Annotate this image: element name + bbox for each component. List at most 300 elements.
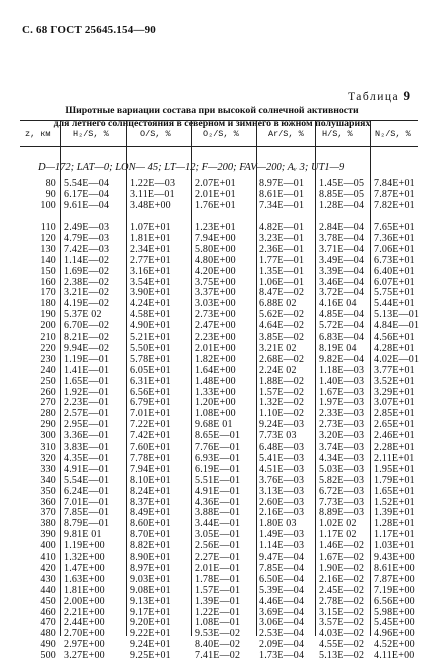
o-cell: 8.37E+01 (130, 496, 171, 508)
z-cell: 480 (40, 628, 56, 640)
o2-cell: 3.03E+00 (195, 298, 236, 310)
h2-cell: 4.79E—03 (64, 232, 110, 244)
z-cell: 120 (40, 232, 56, 244)
n2-cell: 2.46E+01 (374, 430, 415, 442)
o2-cell: 4.36E—01 (195, 496, 241, 508)
h2-cell: 1.19E—01 (64, 353, 110, 365)
ar-cell: 5.39E—04 (259, 584, 305, 596)
o-cell: 9.03E+01 (130, 573, 171, 585)
n2-cell: 5.45E+00 (374, 617, 415, 629)
o-cell: 9.13E+01 (130, 595, 171, 607)
o-cell: 9.25E+01 (130, 650, 171, 661)
h-cell: 1.67E—03 (319, 386, 365, 398)
h2-cell: 1.69E—02 (64, 265, 110, 277)
h2-cell: 2.57E—01 (64, 408, 110, 420)
n2-cell: 6.56E+00 (374, 595, 415, 607)
column-divider (60, 120, 61, 636)
z-cell: 390 (40, 529, 56, 541)
h2-cell: 9.94E—02 (64, 342, 110, 354)
h2-cell: 2.44E+00 (64, 617, 105, 629)
z-cell: 210 (40, 332, 56, 343)
table-title-line-1: Широтные вариации состава при высокой солнечной активности (65, 105, 359, 116)
o2-cell: 1.08E+00 (195, 408, 236, 420)
page-header: С. 68 ГОСТ 25645.154—90 (22, 24, 156, 36)
o2-cell: 2.47E+00 (195, 320, 236, 332)
h-cell: 1.45E—05 (319, 178, 365, 189)
ar-cell: 2.24E 02 (259, 364, 297, 376)
h2-cell: 4.19E—02 (64, 298, 110, 310)
o-cell: 9.17E+01 (130, 606, 171, 618)
o2-cell: 1.64E+00 (195, 364, 236, 376)
h-cell: 4.34E—03 (319, 452, 365, 464)
z-cell: 150 (40, 265, 56, 277)
h2-cell: 7.01E—01 (64, 496, 110, 508)
o2-cell: 8.65E—01 (195, 430, 241, 442)
n2-cell: 7.06E+01 (374, 243, 415, 255)
z-cell: 410 (40, 552, 56, 563)
o2-cell: 1.78E—01 (195, 573, 241, 585)
z-cell: 440 (40, 584, 56, 596)
h-cell: 2.45E—02 (319, 584, 365, 596)
h2-cell: 1.41E—01 (64, 364, 110, 376)
o-cell: 7.01E+01 (130, 408, 171, 420)
h2-cell: 1.63E+00 (64, 573, 105, 585)
n2-cell: 2.65E+01 (374, 419, 415, 431)
o-cell: 9.08E+01 (130, 584, 171, 596)
o2-cell: 3.37E+00 (195, 287, 236, 299)
o-cell: 1.81E+01 (130, 232, 171, 244)
column-divider (315, 120, 316, 636)
h-cell: 5.82E—03 (319, 474, 365, 486)
h-cell: 4.85E—04 (319, 309, 365, 321)
o-cell: 3.48E+00 (130, 199, 171, 211)
z-cell: 130 (40, 243, 56, 255)
h2-cell: 2.95E—01 (64, 419, 110, 431)
z-cell: 340 (40, 474, 56, 486)
z-cell: 490 (40, 639, 56, 651)
o2-cell: 7.76E—01 (195, 442, 241, 453)
column-header-n2: N₂/S, % (375, 129, 411, 139)
n2-cell: 2.11E+01 (374, 452, 415, 464)
h2-cell: 1.32E+00 (64, 552, 105, 563)
z-cell: 110 (40, 222, 56, 233)
o-cell: 5.21E+01 (130, 332, 171, 343)
ar-cell: 8.61E—01 (259, 188, 305, 200)
z-cell: 80 (45, 178, 56, 189)
o2-cell: 1.82E+00 (195, 353, 236, 365)
o-cell: 7.78E+01 (130, 452, 171, 464)
z-cell: 160 (40, 276, 56, 288)
ar-cell: 1.14E—03 (259, 540, 305, 552)
ar-cell: 1.49E—03 (259, 529, 305, 541)
z-cell: 430 (40, 573, 56, 585)
ar-cell: 1.57E—02 (259, 386, 305, 398)
o-cell: 2.77E+01 (130, 254, 171, 266)
h2-cell: 4.91E—01 (64, 463, 110, 475)
h2-cell: 3.36E—01 (64, 430, 110, 442)
o-cell: 6.05E+01 (130, 364, 171, 376)
table-title-line-2: для летнего солнцестояния в северном и зимнего в южном полушариях (53, 118, 371, 129)
n2-cell: 1.65E+01 (374, 485, 415, 497)
table-header-rule (20, 146, 418, 147)
h-cell: 3.39E—04 (319, 265, 365, 277)
z-cell: 170 (40, 287, 56, 299)
o-cell: 3.16E+01 (130, 265, 171, 277)
table-number (348, 88, 410, 104)
o-cell: 3.90E+01 (130, 287, 171, 299)
n2-cell: 1.95E+01 (374, 463, 415, 475)
ar-cell: 6.88E 02 (259, 298, 297, 310)
o2-cell: 3.88E—01 (195, 507, 241, 519)
h-cell: 4.55E—02 (319, 639, 365, 651)
h-cell: 5.13E—02 (319, 650, 365, 661)
table-top-rule (20, 120, 418, 121)
z-cell: 230 (40, 353, 56, 365)
n2-cell: 4.11E+00 (374, 650, 415, 661)
n2-cell: 1.03E+01 (374, 540, 415, 552)
z-cell: 140 (40, 254, 56, 266)
z-cell: 270 (40, 397, 56, 409)
o-cell: 8.90E+01 (130, 552, 171, 563)
h2-cell: 9.81E 01 (64, 529, 102, 541)
n2-cell: 6.73E+01 (374, 254, 415, 266)
ar-cell: 1.06E—01 (259, 276, 305, 288)
ar-cell: 3.85E—02 (259, 332, 305, 343)
ar-cell: 8.47E—02 (259, 287, 305, 299)
ar-cell: 3.21E 02 (259, 342, 297, 354)
h2-cell: 2.21E+00 (64, 606, 105, 618)
o2-cell: 4.20E+00 (195, 265, 236, 277)
n2-cell: 5.44E+01 (374, 298, 415, 310)
ar-cell: 1.32E—02 (259, 397, 305, 409)
ar-cell: 8.97E—01 (259, 178, 305, 189)
o-cell: 6.31E+01 (130, 375, 171, 387)
h-cell: 1.40E—03 (319, 375, 365, 387)
o-cell: 5.50E+01 (130, 342, 171, 354)
o-cell: 7.94E+01 (130, 463, 171, 475)
n2-cell: 4.28E+01 (374, 342, 415, 354)
ar-cell: 3.76E—03 (259, 474, 305, 486)
h2-cell: 6.17E—04 (64, 188, 110, 200)
o2-cell: 9.68E 01 (195, 419, 233, 431)
z-cell: 180 (40, 298, 56, 310)
o2-cell: 5.51E—01 (195, 474, 241, 486)
o2-cell: 2.73E+00 (195, 309, 236, 321)
h2-cell: 9.61E—04 (64, 199, 110, 211)
h-cell: 2.33E—03 (319, 408, 365, 420)
h2-cell: 5.37E 02 (64, 309, 102, 321)
ar-cell: 2.68E—02 (259, 353, 305, 365)
n2-cell: 2.85E+01 (374, 408, 415, 420)
o2-cell: 7.94E+00 (195, 232, 236, 244)
n2-cell: 7.36E+01 (374, 232, 415, 244)
column-header-z: z, км (25, 129, 51, 139)
z-cell: 420 (40, 562, 56, 574)
table-title (0, 104, 424, 130)
column-header-ar: Ar/S, % (268, 129, 304, 139)
h2-cell: 1.19E+00 (64, 540, 105, 552)
h2-cell: 2.49E—03 (64, 222, 110, 233)
ar-cell: 6.50E—04 (259, 573, 305, 585)
ar-cell: 9.24E—03 (259, 419, 305, 431)
h2-cell: 8.21E—02 (64, 332, 110, 343)
z-cell: 280 (40, 408, 56, 420)
n2-cell: 7.87E+00 (374, 573, 415, 585)
o2-cell: 4.80E+00 (195, 254, 236, 266)
z-cell: 300 (40, 430, 56, 442)
h-cell: 1.67E—02 (319, 552, 365, 563)
o-cell: 1.22E—03 (130, 178, 176, 189)
h-cell: 1.97E—03 (319, 397, 365, 409)
h-cell: 5.03E—03 (319, 463, 365, 475)
h-cell: 3.46E—04 (319, 276, 365, 288)
ar-cell: 2.09E—04 (259, 639, 305, 651)
column-divider (191, 120, 192, 636)
ar-cell: 2.60E—03 (259, 496, 305, 508)
z-cell: 500 (40, 650, 56, 661)
column-divider (256, 120, 257, 636)
o-cell: 4.24E+01 (130, 298, 171, 310)
n2-cell: 4.96E+00 (374, 628, 415, 640)
n2-cell: 8.61E+00 (374, 562, 415, 574)
o2-cell: 4.91E—01 (195, 485, 241, 497)
ar-cell: 6.48E—03 (259, 442, 305, 453)
h-cell: 3.78E—04 (319, 232, 365, 244)
h-cell: 3.20E—03 (319, 430, 365, 442)
ar-cell: 2.36E—01 (259, 243, 305, 255)
n2-cell: 1.39E+01 (374, 507, 415, 519)
ar-cell: 4.51E—03 (259, 463, 305, 475)
ar-cell: 1.77E—01 (259, 254, 305, 266)
o-cell: 2.34E+01 (130, 243, 171, 255)
ar-cell: 4.82E—01 (259, 222, 305, 233)
h-cell: 2.78E—02 (319, 595, 365, 607)
h-cell: 6.83E—04 (319, 332, 365, 343)
o-cell: 3.11E—01 (130, 188, 175, 200)
z-cell: 470 (40, 617, 56, 629)
o2-cell: 3.75E+00 (195, 276, 236, 288)
h-cell: 9.82E—04 (319, 353, 365, 365)
n2-cell: 6.07E+01 (374, 276, 415, 288)
o2-cell: 3.44E—01 (195, 518, 241, 530)
h-cell: 1.90E—02 (319, 562, 365, 574)
n2-cell: 1.17E+01 (374, 529, 415, 541)
ar-cell: 4.64E—02 (259, 320, 305, 332)
n2-cell: 5.13E—01 (374, 309, 420, 321)
z-cell: 370 (40, 507, 56, 519)
o-cell: 8.60E+01 (130, 518, 171, 530)
h2-cell: 8.79E—01 (64, 518, 110, 530)
ar-cell: 1.80E 03 (259, 518, 297, 530)
h-cell: 2.84E—04 (319, 222, 365, 233)
z-cell: 100 (40, 199, 56, 211)
o2-cell: 1.20E+00 (195, 397, 236, 409)
z-cell: 330 (40, 463, 56, 475)
h-cell: 8.85E—05 (319, 188, 365, 200)
h2-cell: 1.14E—02 (64, 254, 110, 266)
o-cell: 7.60E+01 (130, 442, 171, 453)
o-cell: 4.90E+01 (130, 320, 171, 332)
n2-cell: 4.52E+00 (374, 639, 415, 651)
o2-cell: 6.19E—01 (195, 463, 241, 475)
n2-cell: 4.84E—01 (374, 320, 420, 332)
o2-cell: 1.57E—01 (195, 584, 241, 596)
z-cell: 290 (40, 419, 56, 431)
model-conditions: D—172; LAT—0; LON— 45; LT—12; F—200; FAV—200; Aᵥ 3; UT1—9 (38, 162, 345, 173)
h2-cell: 2.97E+00 (64, 639, 105, 651)
n2-cell: 1.79E+01 (374, 474, 415, 486)
h2-cell: 4.35E—01 (64, 452, 110, 464)
h-cell: 3.72E—04 (319, 287, 365, 299)
h-cell: 1.46E—02 (319, 540, 365, 552)
h-cell: 8.19E 04 (319, 342, 357, 354)
o-cell: 9.20E+01 (130, 617, 171, 629)
ar-cell: 4.46E—04 (259, 595, 305, 607)
n2-cell: 7.65E+01 (374, 222, 415, 233)
n2-cell: 1.28E+01 (374, 518, 415, 530)
o2-cell: 1.23E+01 (195, 222, 236, 233)
ar-cell: 7.73E 03 (259, 430, 297, 442)
h-cell: 2.73E—03 (319, 419, 365, 431)
o2-cell: 2.23E+00 (195, 332, 236, 343)
h2-cell: 3.83E—01 (64, 442, 110, 453)
h-cell: 7.73E—03 (319, 496, 365, 508)
o-cell: 5.78E+01 (130, 353, 171, 365)
h-cell: 1.02E 02 (319, 518, 357, 530)
h2-cell: 2.70E+00 (64, 628, 105, 640)
o2-cell: 2.01E+00 (195, 342, 236, 354)
z-cell: 400 (40, 540, 56, 552)
h-cell: 5.72E—04 (319, 320, 365, 332)
ar-cell: 3.23E—01 (259, 232, 305, 244)
o2-cell: 1.76E+01 (195, 199, 236, 211)
z-cell: 200 (40, 320, 56, 332)
o2-cell: 8.40E—02 (195, 639, 241, 651)
z-cell: 460 (40, 606, 56, 618)
o-cell: 4.58E+01 (130, 309, 171, 321)
n2-cell: 4.02E—01 (374, 353, 420, 365)
z-cell: 260 (40, 386, 56, 398)
h-cell: 1.18E—03 (319, 364, 365, 376)
h2-cell: 1.65E—01 (64, 375, 110, 387)
h-cell: 2.16E—02 (319, 573, 365, 585)
h2-cell: 3.27E+00 (64, 650, 105, 661)
z-cell: 190 (40, 309, 56, 321)
h-cell: 3.49E—04 (319, 254, 365, 266)
n2-cell: 7.87E+01 (374, 188, 415, 200)
o-cell: 9.24E+01 (130, 639, 171, 651)
h2-cell: 1.81E+00 (64, 584, 105, 596)
column-divider (126, 120, 127, 636)
ar-cell: 1.10E—02 (259, 408, 305, 420)
n2-cell: 2.28E+01 (374, 442, 415, 453)
n2-cell: 9.43E+00 (374, 552, 415, 563)
n2-cell: 3.52E+01 (374, 375, 415, 387)
o2-cell: 7.41E—02 (195, 650, 241, 661)
ar-cell: 1.73E—04 (259, 650, 305, 661)
o-cell: 6.56E+01 (130, 386, 171, 398)
h2-cell: 2.00E+00 (64, 595, 105, 607)
o2-cell: 1.48E+00 (195, 375, 236, 387)
o2-cell: 2.01E—01 (195, 562, 241, 574)
o2-cell: 2.56E—01 (195, 540, 241, 552)
ar-cell: 3.06E—04 (259, 617, 305, 629)
column-header-o: O/S, % (140, 129, 171, 139)
ar-cell: 2.16E—03 (259, 507, 305, 519)
z-cell: 350 (40, 485, 56, 497)
h2-cell: 5.54E—01 (64, 474, 110, 486)
o2-cell: 2.07E+01 (195, 178, 236, 189)
h-cell: 3.15E—02 (319, 606, 365, 618)
h-cell: 3.74E—03 (319, 442, 365, 453)
o2-cell: 1.39E—01 (195, 595, 241, 607)
h2-cell: 5.54E—04 (64, 178, 110, 189)
h2-cell: 6.70E—02 (64, 320, 110, 332)
h-cell: 1.28E—04 (319, 199, 365, 211)
z-cell: 90 (45, 188, 56, 200)
o-cell: 1.07E+01 (130, 222, 171, 233)
h2-cell: 6.24E—01 (64, 485, 110, 497)
o2-cell: 2.01E+01 (195, 188, 236, 200)
n2-cell: 3.29E+01 (374, 386, 415, 398)
h2-cell: 1.47E+00 (64, 562, 105, 574)
o2-cell: 3.05E—01 (195, 529, 241, 541)
ar-cell: 5.41E—03 (259, 452, 305, 464)
o2-cell: 1.08E—01 (195, 617, 241, 629)
n2-cell: 6.40E+01 (374, 265, 415, 277)
o-cell: 8.70E+01 (130, 529, 171, 541)
ar-cell: 7.34E—01 (259, 199, 305, 211)
n2-cell: 1.52E+01 (374, 496, 415, 508)
o-cell: 8.97E+01 (130, 562, 171, 574)
o2-cell: 2.27E—01 (195, 552, 241, 563)
column-divider (370, 120, 371, 636)
ar-cell: 5.62E—02 (259, 309, 305, 321)
table-number-value: 9 (403, 88, 410, 103)
n2-cell: 3.07E+01 (374, 397, 415, 409)
z-cell: 220 (40, 342, 56, 354)
h-cell: 8.89E—03 (319, 507, 365, 519)
n2-cell: 3.77E+01 (374, 364, 415, 376)
ar-cell: 9.47E—04 (259, 552, 305, 563)
h2-cell: 2.38E—02 (64, 276, 110, 288)
h-cell: 4.03E—02 (319, 628, 365, 640)
n2-cell: 7.84E+01 (374, 178, 415, 189)
o-cell: 8.24E+01 (130, 485, 171, 497)
h2-cell: 2.23E—01 (64, 397, 110, 409)
n2-cell: 7.82E+01 (374, 199, 415, 211)
ar-cell: 3.69E—04 (259, 606, 305, 618)
o2-cell: 6.93E—01 (195, 452, 241, 464)
o-cell: 3.54E+01 (130, 276, 171, 288)
o-cell: 8.49E+01 (130, 507, 171, 519)
h-cell: 1.17E 02 (319, 529, 357, 541)
ar-cell: 7.85E—04 (259, 562, 305, 574)
o-cell: 7.22E+01 (130, 419, 171, 431)
h2-cell: 7.42E—03 (64, 243, 110, 255)
o-cell: 8.10E+01 (130, 474, 171, 486)
o-cell: 9.22E+01 (130, 628, 171, 640)
table-number-label: Таблица (348, 91, 400, 103)
o-cell: 8.82E+01 (130, 540, 171, 552)
n2-cell: 4.56E+01 (374, 332, 415, 343)
h-cell: 3.57E—02 (319, 617, 365, 629)
ar-cell: 1.35E—01 (259, 265, 305, 277)
z-cell: 320 (40, 452, 56, 464)
o2-cell: 1.33E+00 (195, 386, 236, 398)
column-header-o2: O₂/S, % (203, 129, 239, 139)
h-cell: 6.72E—03 (319, 485, 365, 497)
